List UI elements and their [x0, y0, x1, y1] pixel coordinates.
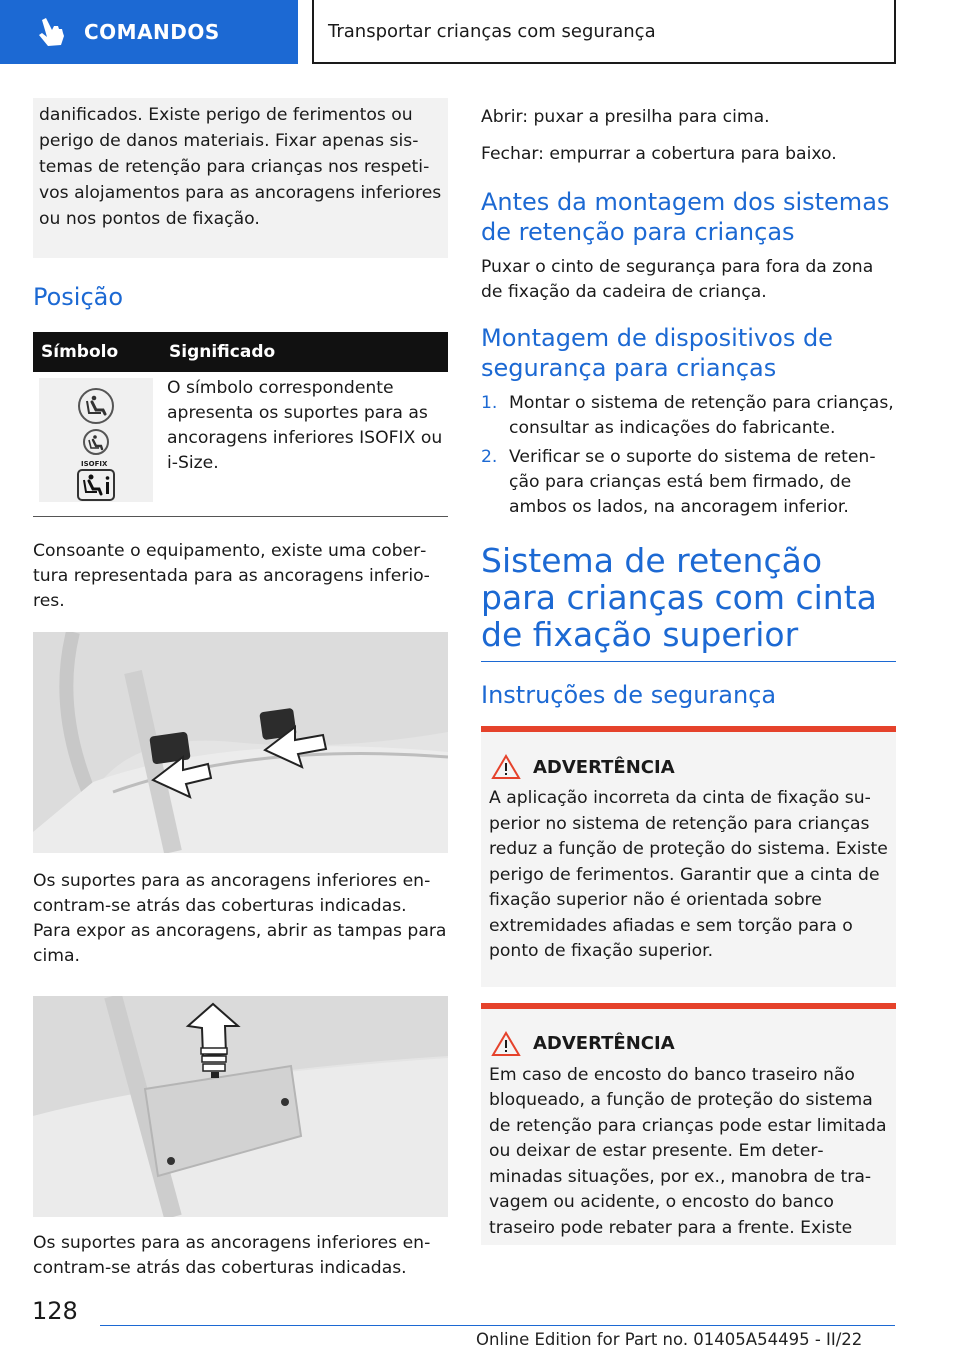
rear-seat-illustration [33, 632, 448, 853]
divider [33, 516, 448, 517]
section-tab [0, 0, 298, 64]
warning-triangle-icon [491, 754, 521, 780]
chapter-title: Transportar crianças com segurança [328, 20, 656, 42]
meaning-column-header: Significado [161, 332, 448, 372]
warning-continuation-box [33, 98, 448, 258]
step-text: Verificar se o suporte do sistema de retenção para crianças está bem firmado, de ambos os lados, na ancoragem inferior. [509, 447, 876, 517]
before-mounting-text: Puxar o cinto de segurança para fora da zona de fixação da cadeira de criança. [481, 257, 874, 302]
mounting-steps [481, 391, 896, 520]
meaning-text: O símbolo correspondente apresenta os suportes para as ancoragens inferiores ISOFIX ou i-Size. [167, 378, 443, 473]
anchor-paragraph-2: Os suportes para as ancoragens inferiores encontram-se atrás das coberturas indicadas. [33, 1233, 431, 1278]
symbol-column-header: Símbolo [33, 332, 161, 372]
left-column [33, 98, 448, 1281]
warning-title: ADVERTÊNCIA [533, 1033, 675, 1054]
isize-symbol-icon [76, 468, 116, 502]
step-text: Montar o sistema de retenção para crianças, consultar as indicações do fabricante. [509, 393, 894, 438]
right-column [481, 98, 896, 1245]
anchor-cover-illustration [33, 996, 448, 1217]
section-title: COMANDOS [84, 20, 220, 44]
top-tether-heading: Sistema de retenção para crianças com cinta de fixação superior [481, 541, 877, 654]
chapter-title-bar [312, 0, 896, 64]
warning-box-1 [481, 726, 896, 987]
symbol-table [33, 332, 448, 502]
list-item [481, 445, 896, 520]
mounting-heading: Montagem de dispositivos de segurança para crianças [481, 324, 833, 382]
footer-rule [100, 1325, 895, 1326]
warning-box-2 [481, 1003, 896, 1246]
edition-note: Online Edition for Part no. 01405A54495 - II/22 [476, 1330, 863, 1349]
anchor-paragraph: Os suportes para as ancoragens inferiores encontram-se atrás das coberturas indicadas. Para expor as ancoragens, abrir as tampas para cima. [33, 871, 447, 966]
page-number: 128 [32, 1297, 78, 1325]
warning-triangle-icon [491, 1031, 521, 1057]
heading-rule [481, 661, 896, 662]
position-heading: Posição [33, 283, 124, 311]
open-instruction: Abrir: puxar a presilha para cima. [481, 107, 770, 127]
step-number: 1. [481, 393, 498, 413]
warning-text: Em caso de encosto do banco traseiro não bloqueado, a função de proteção do sistema de retenção para crianças pode estar limitada ou deixar de estar presente. Em determinadas situações, por ex., manobra de travagem ou acidente, o encosto do banco traseiro pode rebater para a frente. Existe [489, 1064, 887, 1238]
list-item [481, 391, 896, 441]
cover-paragraph: Consoante o equipamento, existe uma cobertura representada para as ancoragens inferiores. [33, 541, 430, 611]
safety-heading: Instruções de segurança [481, 681, 777, 709]
isofix-symbols [39, 378, 153, 502]
isofix-text: ISOFIX [81, 460, 108, 468]
isofix-symbol-icon [79, 428, 113, 462]
warning-continuation-text: danificados. Existe perigo de ferimentos ou perigo de danos materiais. Fixar apenas sistemas de retenção para crianças nos respetivos alojamentos para as ancoragens inferiores ou nos pontos de fixação. [39, 105, 442, 229]
table-header-row [33, 332, 448, 372]
warning-text: A aplicação incorreta da cinta de fixação superior no sistema de retenção para crianças reduz a função de proteção do sistema. Existe perigo de ferimentos. Garantir que a cinta de fixação superior não é orientada sobre extremidades afiadas e sem torção para o ponto de fixação superior. [489, 788, 888, 961]
warning-title: ADVERTÊNCIA [533, 756, 675, 778]
step-number: 2. [481, 447, 498, 467]
hand-pointer-icon [30, 12, 70, 52]
before-mounting-heading: Antes da montagem dos sistemas de retenção para crianças [481, 188, 890, 246]
seat-anchor-photo-2 [33, 996, 448, 1217]
child-seat-symbol-icon [76, 386, 116, 426]
table-row [33, 372, 448, 502]
seat-anchor-photo-1 [33, 632, 448, 853]
close-instruction: Fechar: empurrar a cobertura para baixo. [481, 144, 837, 164]
